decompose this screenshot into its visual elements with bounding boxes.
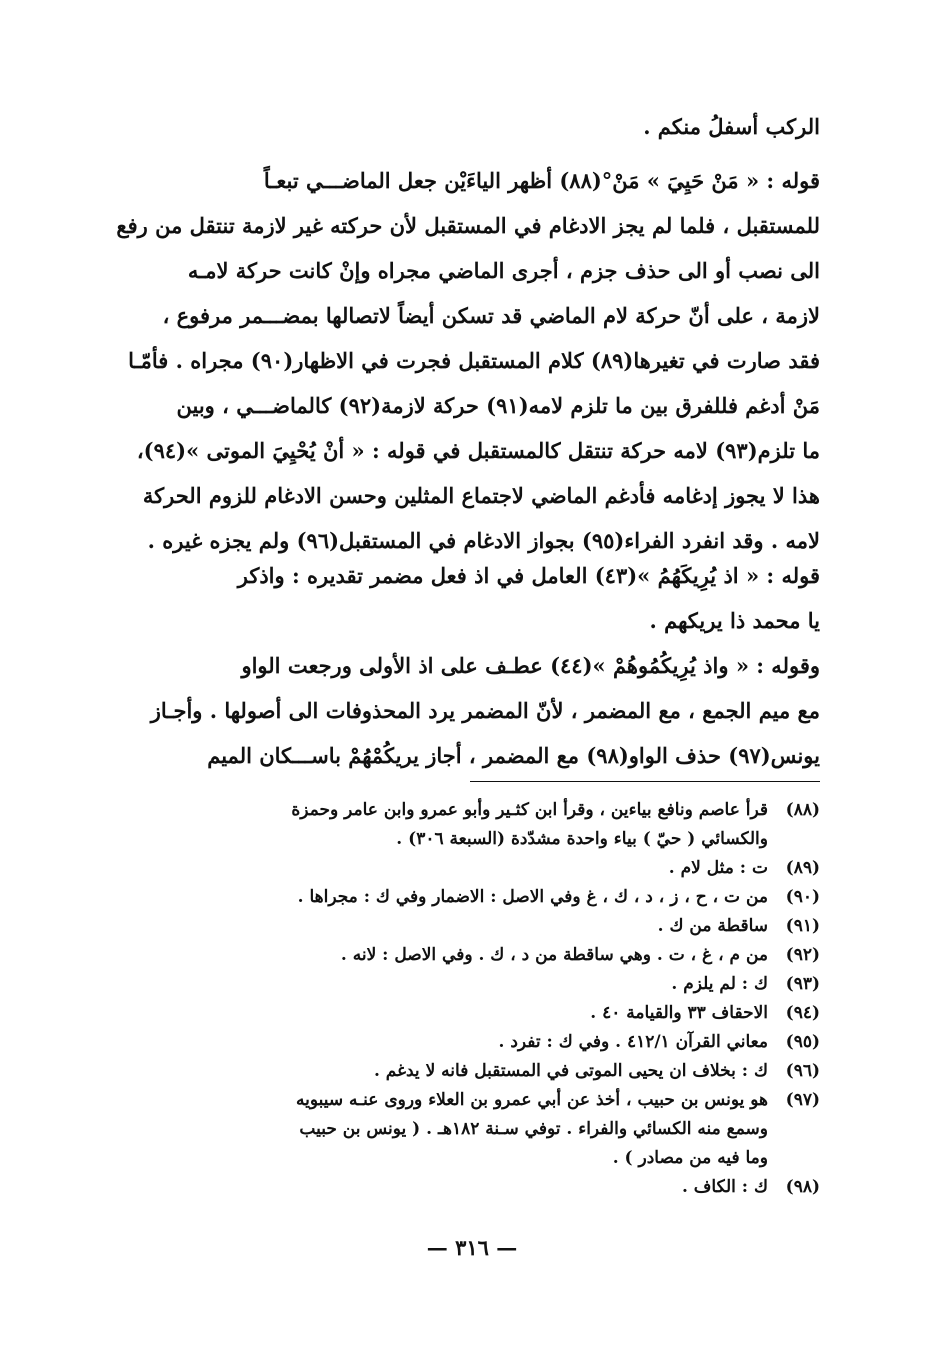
footnote-number: (٩٠) — [785, 887, 820, 907]
text-line: ما تلزم(٩٣) لامه حركة تنتقل كالمستقبل في قوله : « أنْ يُحْيِيَ الموتى »(٩٤)، — [136, 438, 820, 463]
text-line: هذا لا يجوز إدغامه فأدغم الماضي لاجتماع المثلين وحسن الادغام للزوم الحركة — [142, 483, 820, 508]
footnote-line: الاحقاف ٣٣ والقيامة ٤٠ . — [590, 1003, 768, 1023]
text-line: للمستقبل ، فلما لم يجز الادغام في المستقبل لأن حركته غير لازمة تنتقل من رفع — [116, 213, 820, 238]
footnote-89 — [112, 854, 820, 883]
paragraph-man-hayiya — [112, 158, 820, 563]
footnote-text — [112, 941, 768, 970]
footnote-text — [112, 1086, 768, 1173]
footnote-98 — [112, 1173, 820, 1202]
text-line: الركب أسفلُ منكم . — [643, 114, 820, 139]
footnote-text — [112, 1028, 768, 1057]
text-line: وقوله : « واذ يُرِيكُمُوهُمْ »(٤٤) عطـف على اذ الأولى ورجعت الواو — [241, 653, 820, 678]
footnote-92 — [112, 941, 820, 970]
text-line: لازمة ، على أنّ حركة لام الماضي قد تسكن أيضاً لاتصالها بمضـــمر مرفوع ، — [162, 303, 820, 328]
footnote-line: ك : لم يلزم . — [671, 974, 768, 994]
text-line: يا محمد ذا يريكهم . — [649, 608, 820, 633]
footnote-line: والكسائي ( حيّ ) بياء واحدة مشدّدة (السبعة ٣٠٦) . — [396, 829, 768, 849]
paragraph-continuation — [112, 104, 820, 149]
footnote-96 — [112, 1057, 820, 1086]
footnote-text — [112, 970, 768, 999]
footnote-text — [112, 1057, 768, 1086]
footnote-line: ساقطة من ك . — [657, 916, 768, 936]
footnote-separator — [470, 781, 820, 782]
text-line: الى نصب أو الى حذف جزم ، أجرى الماضي مجراه وإنْ كانت حركة لامـه — [187, 258, 820, 283]
footnote-text — [112, 883, 768, 912]
footnote-95 — [112, 1028, 820, 1057]
footnote-line: من م ، غ ، ت . وهي ساقطة من د ، ك . وفي الاصل : لانه . — [340, 945, 768, 965]
footnote-line: ك : بخلاف ان يحيى الموتى في المستقبل فانه لا يدغم . — [373, 1061, 768, 1081]
footnote-number: (٩٨) — [785, 1177, 820, 1197]
page-number: — ٣١٦ — — [426, 1235, 518, 1260]
footnote-line: من ت ، ح ، ز ، د ، ك ، غ وفي الاصل : الاضمار وفي ك : مجراها . — [297, 887, 768, 907]
footnote-93 — [112, 970, 820, 999]
footnote-line: وما فيه من مصادر ) . — [612, 1148, 768, 1168]
footnote-line: ك : الكاف . — [681, 1177, 768, 1197]
footnote-91 — [112, 912, 820, 941]
text-line: لامه . وقد انفرد الفراء(٩٥) بجواز الادغام في المستقبل(٩٦) ولم يجزه غيره . — [147, 528, 820, 553]
footnote-text — [112, 854, 768, 883]
footnote-number: (٩١) — [785, 916, 820, 936]
footnote-line: ت : مثل لام . — [668, 858, 768, 878]
footnote-number: (٨٨) — [785, 800, 820, 820]
footnote-94 — [112, 999, 820, 1028]
footnote-number: (٩٥) — [785, 1032, 820, 1052]
text-line: مَنْ أدغم فللفرق بين ما تلزم لامه(٩١) حركة لازمة(٩٢) كالماضـــي ، وبين — [176, 393, 820, 418]
footnotes — [112, 796, 820, 1202]
footnote-line: قرأ عاصم ونافع بياءين ، وقرأ ابن كثـير وأبو عمرو وابن عامر وحمزة — [291, 800, 768, 820]
footnote-text — [112, 1173, 768, 1202]
footnote-text — [112, 912, 768, 941]
footnote-text — [112, 796, 768, 854]
footnote-88 — [112, 796, 820, 854]
text-line: فقد صارت في تغيرها(٨٩) كلام المستقبل فجرت في الاظهار(٩٠) مجراه . فأمّـا — [128, 348, 820, 373]
footnote-number: (٩٧) — [785, 1090, 820, 1110]
footnote-number: (٩٦) — [785, 1061, 820, 1081]
footnote-number: (٨٩) — [785, 858, 820, 878]
footnote-97 — [112, 1086, 820, 1173]
footnote-90 — [112, 883, 820, 912]
footnote-text — [112, 999, 768, 1028]
footnote-number: (٩٤) — [785, 1003, 820, 1023]
footnote-line: وسمع منه الكسائي والفراء . توفي سـنة ١٨٢هـ . ( يونس بن حبيب — [299, 1119, 768, 1139]
paragraph-yurikumuhum — [112, 643, 820, 778]
text-line: مع ميم الجمع ، مع المضمر ، لأنّ المضمر يرد المحذوفات الى أصولها . وأجـاز — [150, 698, 820, 723]
footnote-number: (٩٢) — [785, 945, 820, 965]
footnote-number: (٩٣) — [785, 974, 820, 994]
footnote-line: معاني القرآن ٤١٢/١ . وفي ك : تفرد . — [498, 1032, 768, 1052]
text-line: قوله : « مَنْ حَيِيَ » مَنْ°(٨٨) أظهر الياءَيْن جعل الماضـــي تبعـاً — [263, 168, 820, 193]
text-line: قوله : « اذ يُرِيكَهُمُ »(٤٣) العامل في اذ فعل مضمر تقديره : واذكر — [237, 563, 820, 588]
footnote-line: هو يونس بن حبيب ، أخذ عن أبي عمرو بن العلاء وروى عنـه سيبويه — [296, 1090, 768, 1110]
paragraph-yurikahum — [112, 553, 820, 643]
text-line: يونس(٩٧) حذف الواو(٩٨) مع المضمر ، أجاز يريكُمْهُمْ باســـكان الميم — [207, 743, 820, 768]
